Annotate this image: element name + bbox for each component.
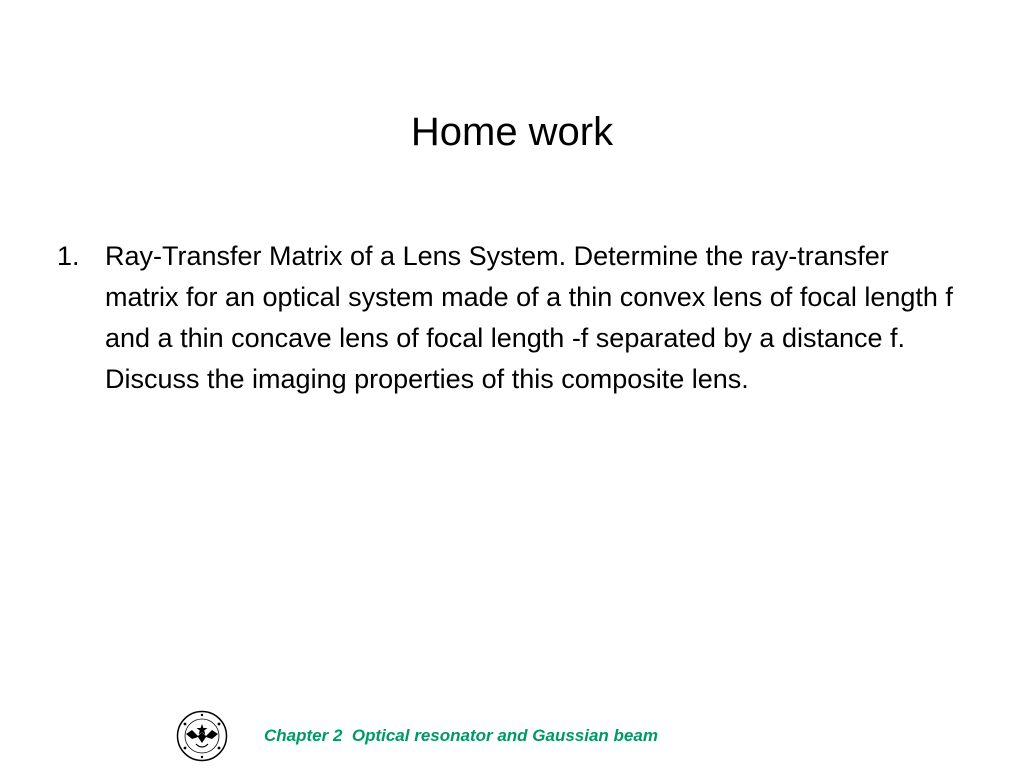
question-number: 1. [57, 241, 80, 271]
slide-footer [176, 708, 658, 764]
footer-chapter-title: Chapter 2 Optical resonator and Gaussian beam [264, 726, 658, 745]
question-item [57, 236, 957, 400]
question-list [57, 236, 957, 400]
question-text: Ray-Transfer Matrix of a Lens System. Determine the ray-transfer matrix for an optical system made of a thin convex lens of focal length f and a thin concave lens of focal length -f separated by a distance f. Discuss the imaging properties of this composite lens. [105, 241, 953, 394]
slide-title: Home work [410, 110, 614, 154]
university-seal-icon [176, 710, 228, 762]
